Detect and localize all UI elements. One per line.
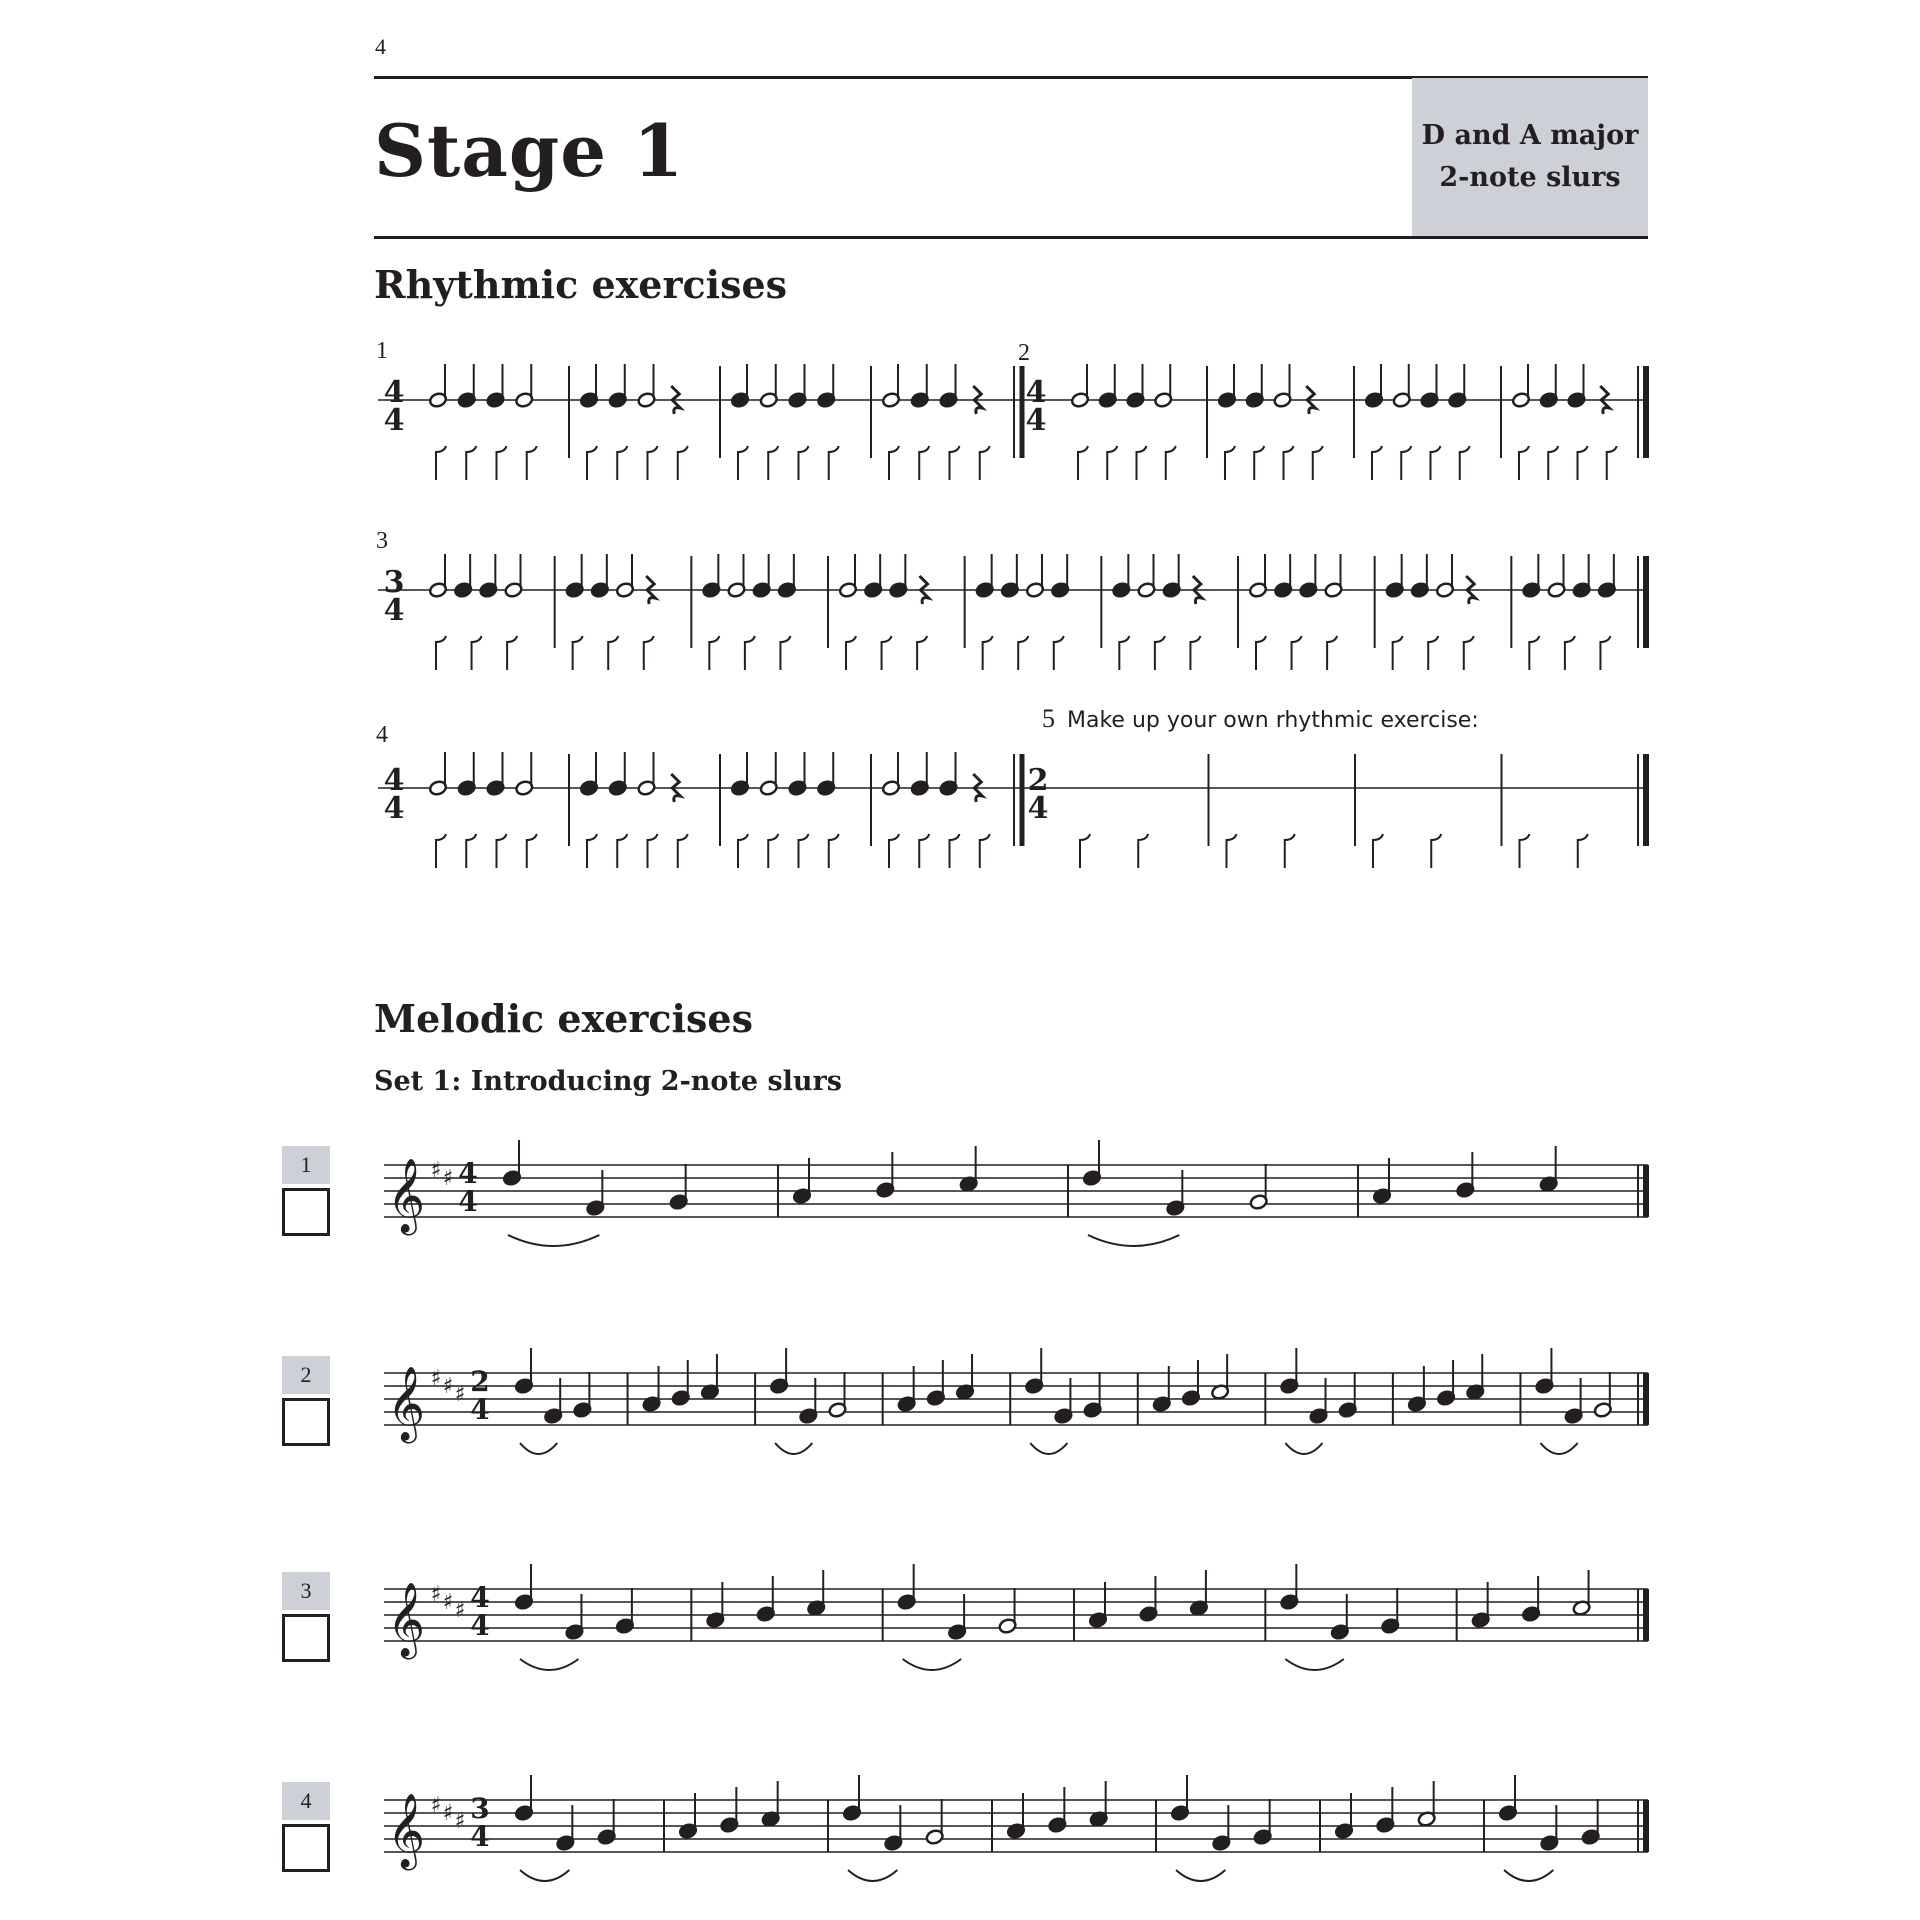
pulse-tick	[1313, 446, 1323, 480]
pulse-tick	[1137, 446, 1147, 480]
topic-line-keys: D and A major	[1421, 120, 1639, 151]
topic-line-slurs: 2-note slurs	[1439, 162, 1621, 193]
key-signature-sharp: ♯	[454, 1809, 466, 1834]
pulse-tick	[1190, 636, 1200, 670]
pulse-tick	[1227, 834, 1237, 868]
pulse-tick	[846, 636, 856, 670]
pulse-tick	[1565, 636, 1575, 670]
pulse-tick	[1292, 636, 1302, 670]
rhythmic-exercise-number: 1	[376, 338, 388, 364]
pulse-tick	[466, 834, 476, 868]
slur	[1176, 1870, 1225, 1881]
time-signature-denominator: 4	[458, 1185, 478, 1218]
instruction-text: Make up your own rhythmic exercise:	[1067, 708, 1479, 733]
pulse-tick	[617, 834, 627, 868]
pulse-tick	[889, 446, 899, 480]
key-signature-sharp: ♯	[430, 1158, 442, 1183]
pulse-tick	[1578, 446, 1588, 480]
pulse-tick	[1431, 446, 1441, 480]
pulse-tick	[1166, 446, 1176, 480]
pulse-tick	[1431, 834, 1441, 868]
set-heading: Set 1: Introducing 2-note slurs	[374, 1066, 842, 1097]
pulse-tick	[983, 636, 993, 670]
slur	[903, 1659, 961, 1670]
pulse-tick	[608, 636, 618, 670]
pulse-tick	[768, 446, 778, 480]
pulse-tick	[709, 636, 719, 670]
time-signature-denominator: 4	[1027, 791, 1049, 826]
treble-clef: 𝄞	[387, 1159, 425, 1233]
time-signature-numerator: 4	[470, 1581, 490, 1614]
slur	[1285, 1443, 1322, 1454]
pulse-tick	[1372, 446, 1382, 480]
pulse-tick	[1285, 834, 1295, 868]
time-signature-denominator: 4	[470, 1609, 490, 1642]
time-signature-numerator: 3	[383, 565, 405, 600]
melodic-heading: Melodic exercises	[374, 996, 753, 1041]
pulse-tick	[573, 636, 583, 670]
pulse-tick	[587, 834, 597, 868]
pulse-tick	[917, 636, 927, 670]
pulse-tick	[1519, 446, 1529, 480]
pulse-tick	[980, 446, 990, 480]
time-signature-denominator: 4	[383, 403, 405, 438]
pulse-tick	[507, 636, 517, 670]
time-signature-numerator: 4	[383, 375, 405, 410]
pulse-tick	[1225, 446, 1235, 480]
pulse-tick	[1600, 636, 1610, 670]
key-signature-sharp: ♯	[442, 1801, 454, 1826]
pulse-tick	[919, 446, 929, 480]
slur	[1540, 1443, 1577, 1454]
key-signature-sharp: ♯	[430, 1582, 442, 1607]
pulse-tick	[466, 446, 476, 480]
pulse-tick	[1460, 446, 1470, 480]
slur	[1504, 1870, 1553, 1881]
time-signature-denominator: 4	[1025, 403, 1047, 438]
pulse-tick	[780, 636, 790, 670]
key-signature-sharp: ♯	[442, 1166, 454, 1191]
time-signature-numerator: 4	[458, 1157, 478, 1190]
page-number: 4	[375, 34, 386, 59]
pulse-tick	[678, 834, 688, 868]
pulse-tick	[799, 446, 809, 480]
slur	[520, 1870, 569, 1881]
treble-clef: 𝄞	[387, 1794, 425, 1868]
pulse-tick	[1327, 636, 1337, 670]
pulse-tick	[527, 834, 537, 868]
pulse-tick	[678, 446, 688, 480]
rhythmic-exercise-number: 3	[376, 528, 388, 554]
pulse-tick	[617, 446, 627, 480]
pulse-tick	[1393, 636, 1403, 670]
pulse-tick	[799, 834, 809, 868]
rhythmic-exercise-number: 4	[376, 722, 388, 748]
slur	[1030, 1443, 1067, 1454]
pulse-tick	[436, 446, 446, 480]
slur	[848, 1870, 897, 1881]
pulse-tick	[587, 446, 597, 480]
pulse-tick	[527, 446, 537, 480]
pulse-tick	[829, 446, 839, 480]
key-signature-sharp: ♯	[442, 1374, 454, 1399]
pulse-tick	[1578, 834, 1588, 868]
pulse-tick	[889, 834, 899, 868]
pulse-tick	[919, 834, 929, 868]
pulse-tick	[1054, 636, 1064, 670]
rhythmic-exercise-number: 5	[1042, 704, 1055, 733]
time-signature-numerator: 4	[1025, 375, 1047, 410]
slur	[1285, 1659, 1343, 1670]
time-signature-numerator: 2	[1027, 763, 1049, 798]
key-signature-sharp: ♯	[454, 1598, 466, 1623]
pulse-tick	[1107, 446, 1117, 480]
rhythmic-exercise-number: 2	[1018, 340, 1030, 366]
pulse-tick	[436, 834, 446, 868]
pulse-tick	[1529, 636, 1539, 670]
key-signature-sharp: ♯	[454, 1382, 466, 1407]
pulse-tick	[1018, 636, 1028, 670]
stage-title: Stage 1	[374, 108, 685, 193]
pulse-tick	[1401, 446, 1411, 480]
pulse-tick	[497, 446, 507, 480]
pulse-tick	[738, 834, 748, 868]
slur	[1088, 1235, 1179, 1246]
pulse-tick	[950, 834, 960, 868]
key-signature-sharp: ♯	[430, 1366, 442, 1391]
slur	[508, 1235, 599, 1246]
pulse-tick	[1138, 834, 1148, 868]
pulse-tick	[829, 834, 839, 868]
pulse-tick	[980, 834, 990, 868]
pulse-tick	[644, 636, 654, 670]
pulse-tick	[1373, 834, 1383, 868]
marker-number: 3	[282, 1572, 330, 1610]
pulse-tick	[950, 446, 960, 480]
pulse-tick	[1428, 636, 1438, 670]
pulse-tick	[1520, 834, 1530, 868]
time-signature-numerator: 2	[470, 1365, 490, 1398]
pulse-tick	[1254, 446, 1264, 480]
pulse-tick	[497, 834, 507, 868]
time-signature-numerator: 3	[470, 1792, 490, 1825]
slur	[520, 1659, 578, 1670]
pulse-tick	[738, 446, 748, 480]
pulse-tick	[1078, 446, 1088, 480]
pulse-tick	[1607, 446, 1617, 480]
key-signature-sharp: ♯	[430, 1793, 442, 1818]
marker-number: 2	[282, 1356, 330, 1394]
pulse-tick	[745, 636, 755, 670]
marker-number: 1	[282, 1146, 330, 1184]
pulse-tick	[472, 636, 482, 670]
time-signature-denominator: 4	[470, 1393, 490, 1426]
pulse-tick	[1284, 446, 1294, 480]
pulse-tick	[1548, 446, 1558, 480]
pulse-tick	[1256, 636, 1266, 670]
treble-clef: 𝄞	[387, 1367, 425, 1441]
pulse-tick	[436, 636, 446, 670]
time-signature-numerator: 4	[383, 763, 405, 798]
pulse-tick	[768, 834, 778, 868]
marker-number: 4	[282, 1782, 330, 1820]
treble-clef: 𝄞	[387, 1583, 425, 1657]
slur	[520, 1443, 557, 1454]
time-signature-denominator: 4	[383, 791, 405, 826]
pulse-tick	[1155, 636, 1165, 670]
pulse-tick	[882, 636, 892, 670]
pulse-tick	[648, 446, 658, 480]
time-signature-denominator: 4	[383, 593, 405, 628]
slur	[775, 1443, 812, 1454]
pulse-tick	[1119, 636, 1129, 670]
pulse-tick	[1464, 636, 1474, 670]
time-signature-denominator: 4	[470, 1820, 490, 1853]
pulse-tick	[1080, 834, 1090, 868]
pulse-tick	[648, 834, 658, 868]
key-signature-sharp: ♯	[442, 1590, 454, 1615]
rhythmic-heading: Rhythmic exercises	[374, 262, 788, 307]
